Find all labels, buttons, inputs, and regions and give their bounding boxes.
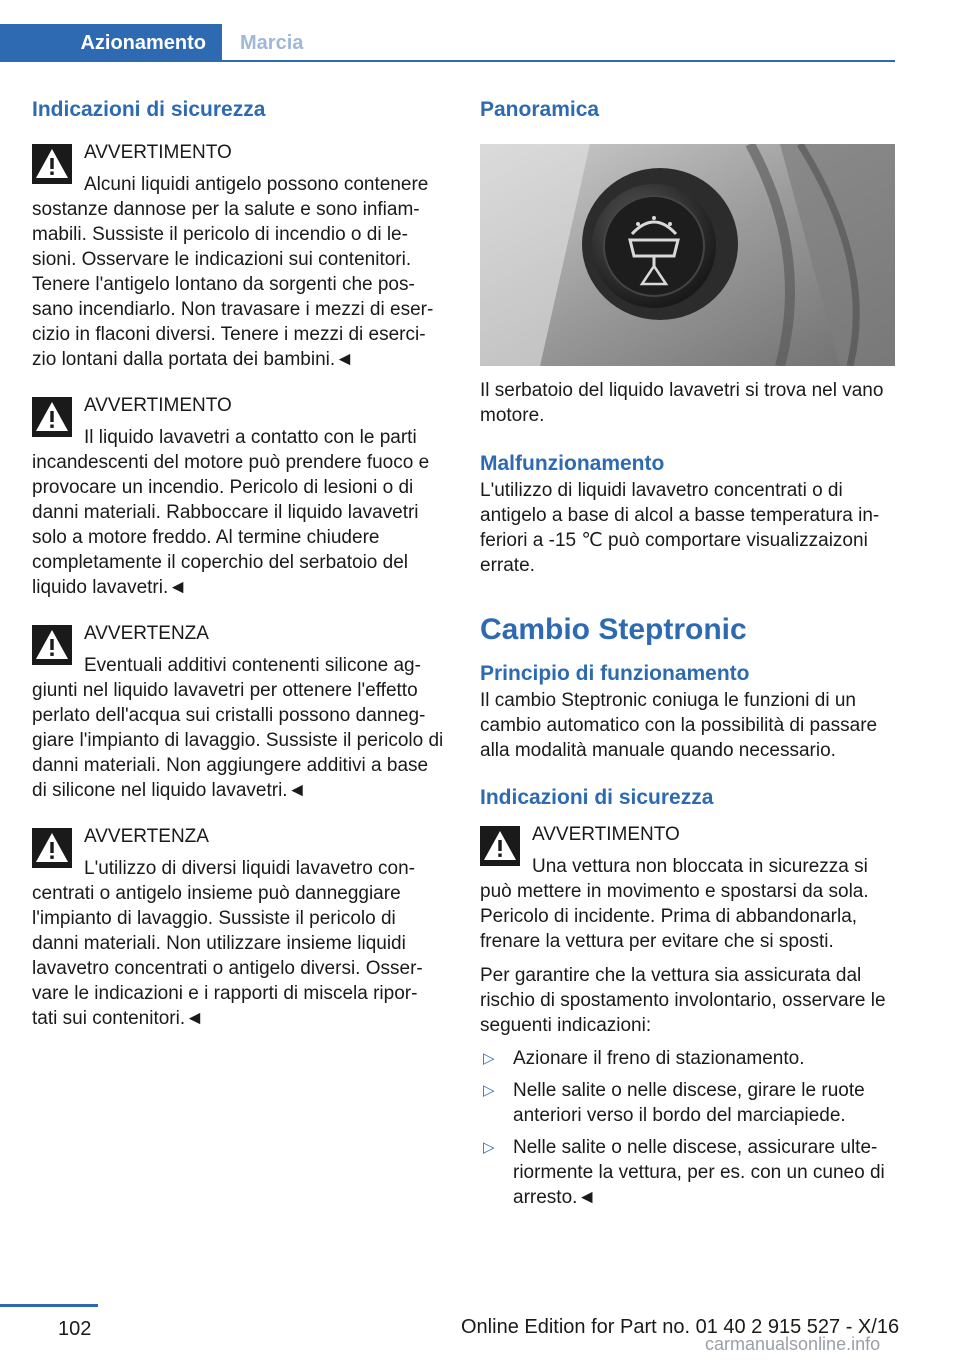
triangle-bullet-icon: ▷ xyxy=(483,1139,495,1156)
page-number: 102 xyxy=(58,1318,92,1340)
warning-block xyxy=(32,140,447,372)
bullet-list xyxy=(480,1046,895,1210)
tab-marcia[interactable]: Marcia xyxy=(240,31,304,54)
warning-title: AVVERTENZA xyxy=(84,826,209,847)
warning-triangle-icon xyxy=(480,826,520,866)
warning-text: Una vettura non bloccata in sicurezza si può mettere in movimento e spostarsi da sola. Pericolo di incidente. Prima di abbandonarla, frenare la vettura per evitare che si sposti. xyxy=(480,856,869,952)
list-item xyxy=(480,1135,895,1210)
warning-block xyxy=(480,822,895,954)
warning-triangle-icon xyxy=(32,828,72,868)
list-item-text: Nelle salite o nelle discese, assicurare ulte- riormente la vettura, per es. con un cuneo di arresto.◄ xyxy=(513,1137,885,1208)
list-item-text: Nelle salite o nelle discese, girare le ruote anteriori verso il bordo del marciapiede. xyxy=(513,1080,865,1126)
panoramica-text: Il serbatoio del liquido lavavetri si trova nel vano motore. xyxy=(480,380,884,426)
section-heading-safety-steptronic: Indicazioni di sicurezza xyxy=(480,786,714,809)
washer-reservoir-photo xyxy=(480,144,895,366)
warning-text: Alcuni liquidi antigelo possono contenere sostanze dannose per la salute e sono infiam- mabili. Sussiste il pericolo di incendio o di le- sioni. Osservare le indicazioni sui contenitori. Tenere l'antigelo lontano da sorgenti che pos- sano incendiarlo. Non travasare i mezzi di eser- cizio in flaconi diversi. Tenere i mezzi di eserci- zio lontani dalla portata dei bambini.◄ xyxy=(32,174,434,370)
warning-title: AVVERTENZA xyxy=(84,623,209,644)
warning-text: L'utilizzo di diversi liquidi lavavetro con- centrati o antigelo insieme può danneggiare l'impianto di lavaggio. Sussiste il pericolo di danni materiali. Non utilizzare insieme liquidi lavavetro concentrati o antigelo diversi. Osser- vare le indicazioni e i rapporti di miscela ripor- tati sui contenitori.◄ xyxy=(32,858,423,1029)
tab-underline xyxy=(222,60,895,62)
triangle-bullet-icon: ▷ xyxy=(483,1082,495,1099)
malfunzionamento-text: L'utilizzo di liquidi lavavetro concentrati o di antigelo a base di alcol a basse temperatura in- feriori a -15 ℃ può comportare visualizzaizoni errate. xyxy=(480,480,880,576)
watermark: carmanualsonline.info xyxy=(705,1334,881,1354)
warning-title: AVVERTIMENTO xyxy=(532,824,680,845)
footer-accent-line xyxy=(0,1304,98,1307)
right-column xyxy=(480,96,895,1217)
triangle-bullet-icon: ▷ xyxy=(483,1050,495,1067)
warning-triangle-icon xyxy=(32,144,72,184)
section-heading-principio: Principio di funzionamento xyxy=(480,662,750,685)
principio-text: Il cambio Steptronic coniuga le funzioni di un cambio automatico con la possibilità di passare alla modalità manuale quando necessario. xyxy=(480,690,878,761)
section-heading-malfunzionamento: Malfunzionamento xyxy=(480,452,665,475)
warning-text: Il liquido lavavetri a contatto con le parti incandescenti del motore può prendere fuoco e provocare un incendio. Pericolo di lesioni o di danni materiali. Rabboccare il liquido lavavetri solo a motore freddo. Al termine chiudere completamente il coperchio del serbatoio del liquido lavavetri.◄ xyxy=(32,427,430,598)
list-item xyxy=(480,1046,895,1071)
warning-block xyxy=(32,393,447,600)
list-item xyxy=(480,1078,895,1128)
chapter-tabbar xyxy=(0,24,895,62)
intro-text: Per garantire che la vettura sia assicurata dal rischio di spostamento involontario, osservare le seguenti indicazioni: xyxy=(480,965,886,1036)
warning-title: AVVERTIMENTO xyxy=(84,142,232,163)
edition-note: Online Edition for Part no. 01 40 2 915 527 - X/16 xyxy=(461,1316,900,1338)
warning-title: AVVERTIMENTO xyxy=(84,395,232,416)
list-item-text: Azionare il freno di stazionamento. xyxy=(513,1048,805,1069)
warning-text: Eventuali additivi contenenti silicone ag- giunti nel liquido lavavetri per ottenere l'effetto perlato dell'acqua sui cristalli possono danneg- giare l'impianto di lavaggio. Sussiste il pericolo di danni materiali. Non aggiungere additivi a base di silicone nel liquido lavavetri.◄ xyxy=(32,655,444,801)
section-heading-safety: Indicazioni di sicurezza xyxy=(32,98,266,121)
left-column xyxy=(32,96,447,1031)
chapter-title-steptronic: Cambio Steptronic xyxy=(480,613,747,646)
section-heading-panoramica: Panoramica xyxy=(480,98,600,121)
warning-block xyxy=(32,621,447,803)
tab-azionamento[interactable]: Azionamento xyxy=(0,24,222,62)
warning-block xyxy=(32,824,447,1031)
warning-triangle-icon xyxy=(32,397,72,437)
warning-triangle-icon xyxy=(32,625,72,665)
